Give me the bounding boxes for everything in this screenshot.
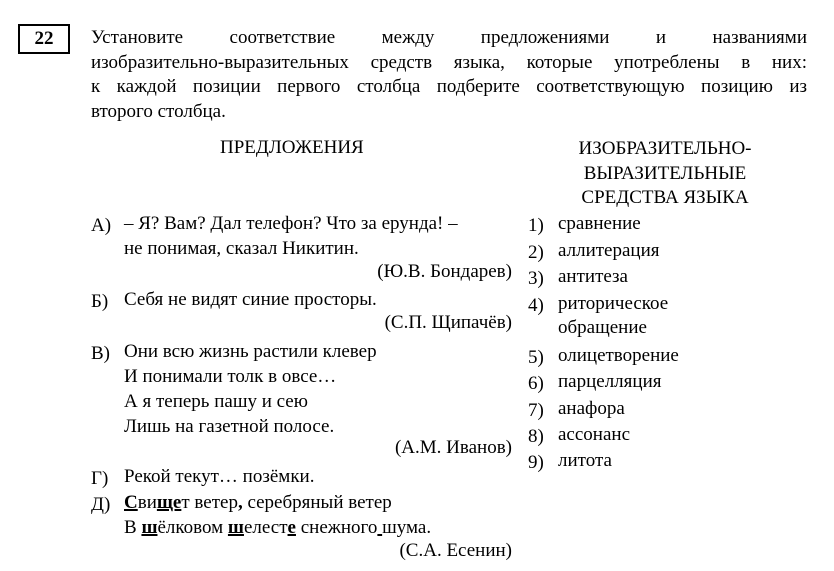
option-text: анафора <box>558 398 625 419</box>
sentence-label: А) <box>91 215 112 236</box>
sentence-author: (А.М. Иванов) <box>394 437 512 458</box>
sentence-line: Они всю жизнь растили клевер <box>124 341 377 362</box>
sentence-author: (С.П. Щипачёв) <box>384 312 512 333</box>
sentence-label: Д) <box>91 494 111 515</box>
option-text: парцелляция <box>558 371 662 392</box>
sentence-line: В шёлковом шелесте снежного шума. <box>124 517 432 538</box>
option-number: 2) <box>528 242 544 263</box>
sentence-line: Лишь на газетной полосе. <box>124 416 335 437</box>
instruction-line: изобразительно-выразительных средств языка, которые употреблены в них: <box>91 51 807 73</box>
option-number: 6) <box>528 373 544 394</box>
option-number: 8) <box>528 426 544 447</box>
sentence-line: Свищет ветер, серебряный ветер <box>124 492 392 513</box>
option-text: литота <box>558 450 612 471</box>
sentence-label: Г) <box>91 468 109 489</box>
sentence-label: Б) <box>91 291 109 312</box>
sentence-author: (С.А. Есенин) <box>399 540 512 561</box>
sentence-line: – Я? Вам? Дал телефон? Что за ерунда! – <box>124 213 458 234</box>
task-number: 22 <box>18 24 70 54</box>
option-text: сравнение <box>558 213 641 234</box>
option-number: 7) <box>528 400 544 421</box>
option-number: 4) <box>528 295 544 316</box>
instruction-line: Установите соответствие между предложениями и названиями <box>91 27 807 48</box>
option-text: ассонанс <box>558 424 631 445</box>
sentence-author: (Ю.В. Бондарев) <box>377 261 512 282</box>
devices-column-header <box>542 137 788 211</box>
underlined-sound: е <box>287 517 296 538</box>
option-number: 1) <box>528 215 544 236</box>
underlined-sound: ш <box>141 517 158 538</box>
sentence-line: И понимали толк в овсе… <box>124 366 337 387</box>
underlined-sound: ще <box>156 492 182 513</box>
header-line: ИЗОБРАЗИТЕЛЬНО- <box>578 138 752 159</box>
task-instruction <box>91 26 807 124</box>
option-text: обращение <box>558 317 647 338</box>
option-text: аллитерация <box>558 240 660 261</box>
option-text: риторическое <box>558 293 669 314</box>
instruction-line: к каждой позиции первого столбца подберите соответствующую позицию из <box>91 76 807 97</box>
header-line: СРЕДСТВА ЯЗЫКА <box>581 187 749 208</box>
underlined-sound: ш <box>227 517 244 538</box>
underlined-sound <box>377 517 382 538</box>
underlined-sound: , <box>237 492 243 513</box>
sentences-column-header: ПРЕДЛОЖЕНИЯ <box>220 137 364 158</box>
underlined-sound: С <box>124 492 138 513</box>
sentence-line: Рекой текут… позёмки. <box>124 466 315 487</box>
option-text: олицетворение <box>558 345 679 366</box>
instruction-line: второго столбца. <box>91 100 226 122</box>
header-line: ВЫРАЗИТЕЛЬНЫЕ <box>583 162 747 184</box>
option-number: 9) <box>528 452 544 473</box>
option-number: 3) <box>528 268 544 289</box>
sentence-label: В) <box>91 343 110 364</box>
option-number: 5) <box>528 347 544 368</box>
sentence-line: Себя не видят синие просторы. <box>124 289 377 310</box>
sentence-line: А я теперь пашу и сею <box>124 391 308 412</box>
option-text: антитеза <box>558 266 628 287</box>
sentence-line: не понимая, сказал Никитин. <box>124 238 359 259</box>
